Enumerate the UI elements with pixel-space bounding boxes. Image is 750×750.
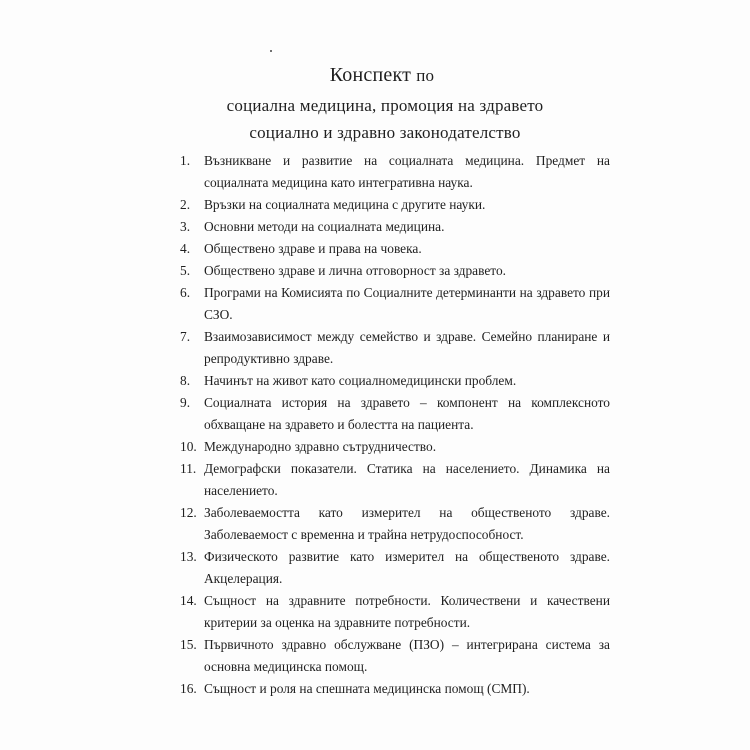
page-title	[14, 64, 750, 87]
item-number: 10.	[180, 439, 197, 454]
item-number: 3.	[180, 219, 191, 234]
item-text: Демографски показатели. Статика на населението. Динамика на населението.	[204, 461, 610, 498]
list-item	[180, 634, 610, 678]
item-number: 8.	[180, 373, 191, 388]
item-number: 15.	[180, 637, 197, 652]
item-number: 1.	[180, 153, 191, 168]
item-text: Взаимозависимост между семейство и здраве. Семейно планиране и репродуктивно здраве.	[204, 329, 610, 366]
item-text: Обществено здраве и лична отговорност за здравето.	[204, 263, 507, 278]
list-item	[180, 590, 610, 634]
item-text: Връзки на социалната медицина с другите науки.	[204, 197, 486, 212]
list-item	[180, 678, 610, 700]
list-item	[180, 216, 610, 238]
item-number: 16.	[180, 681, 197, 696]
item-number: 7.	[180, 329, 191, 344]
topics-list	[180, 150, 610, 700]
list-item	[180, 546, 610, 590]
item-number: 14.	[180, 593, 197, 608]
item-text: Начинът на живот като социалномедицински проблем.	[204, 373, 517, 388]
item-text: Заболеваемостта като измерител на общественото здраве. Заболеваемост с временна и трайна нетрудоспособност.	[204, 505, 610, 542]
item-number: 6.	[180, 285, 191, 300]
item-text: Социалната история на здравето – компонент на комплексното обхващане на здравето и болестта на пациента.	[204, 395, 610, 432]
list-item	[180, 260, 610, 282]
scan-speck	[270, 50, 272, 52]
item-text: Програми на Комисията по Социалните детерминанти на здравето при СЗО.	[204, 285, 610, 322]
list-item	[180, 458, 610, 502]
list-item	[180, 502, 610, 546]
item-number: 5.	[180, 263, 191, 278]
title-main: Конспект	[329, 64, 412, 86]
item-number: 2.	[180, 197, 191, 212]
item-number: 4.	[180, 241, 191, 256]
list-item	[180, 370, 610, 392]
subtitle-line-2: социално и здравно законодателство	[249, 123, 521, 142]
item-number: 9.	[180, 395, 191, 410]
list-item	[180, 150, 610, 194]
item-text: Международно здравно сътрудничество.	[204, 439, 437, 454]
item-text: Физическото развитие като измерител на общественото здраве. Акцелерация.	[204, 549, 610, 586]
item-text: Възникване и развитие на социалната медицина. Предмет на социалната медицина като интегративна наука.	[204, 153, 610, 190]
item-text: Основни методи на социалната медицина.	[204, 219, 445, 234]
list-item	[180, 392, 610, 436]
list-item	[180, 282, 610, 326]
item-number: 13.	[180, 549, 197, 564]
item-number: 11.	[180, 461, 197, 476]
list-item	[180, 436, 610, 458]
list-item	[180, 326, 610, 370]
list-item	[180, 194, 610, 216]
list-item	[180, 238, 610, 260]
item-number: 12.	[180, 505, 197, 520]
item-text: Първичното здравно обслужване (ПЗО) – интегрирана система за основна медицинска помощ.	[204, 637, 610, 674]
title-suffix: по	[416, 66, 435, 85]
item-text: Същност на здравните потребности. Количествени и качествени критерии за оценка на здравните потребности.	[204, 593, 610, 630]
subtitle-line-1: социална медицина, промоция на здравето	[226, 96, 544, 115]
item-text: Същност и роля на спешната медицинска помощ (СМП).	[204, 681, 530, 696]
item-text: Обществено здраве и права на човека.	[204, 241, 422, 256]
